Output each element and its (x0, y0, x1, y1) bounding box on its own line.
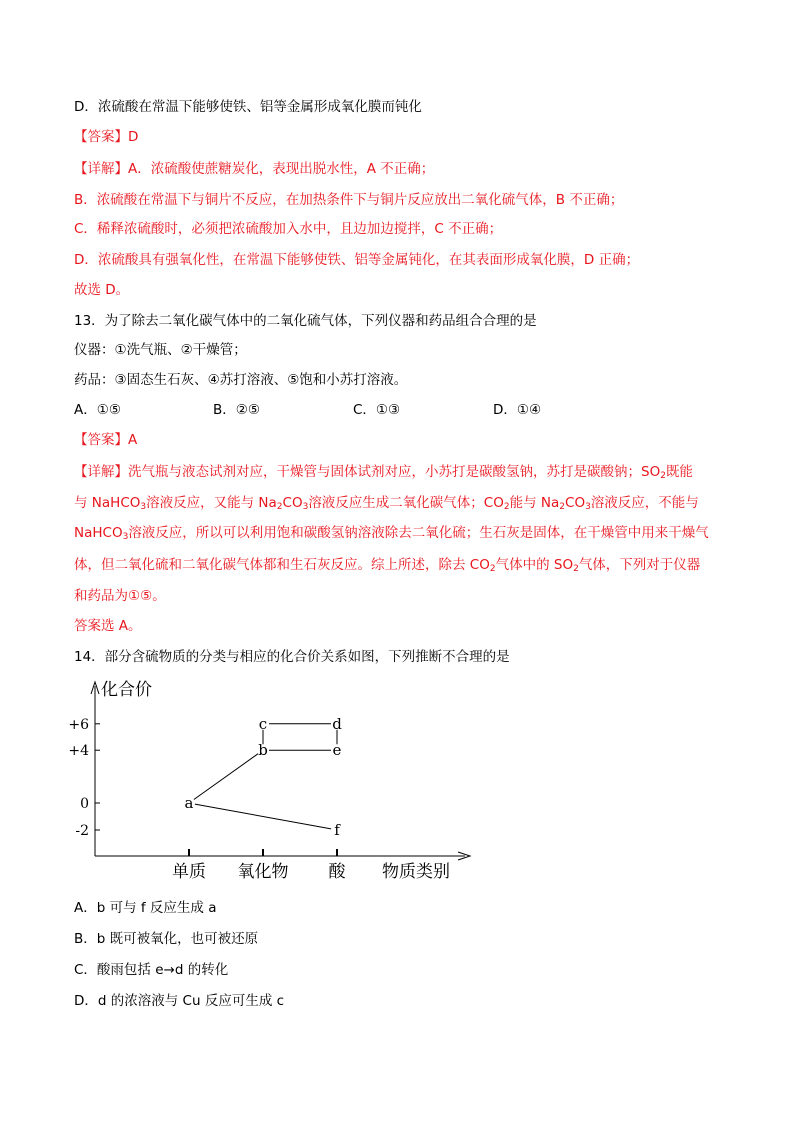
valence-chart (60, 672, 480, 892)
q13-analysis-line-5: 和药品为①⑤。 (74, 588, 166, 604)
q13-answer: 【答案】A (74, 432, 138, 448)
y-tick-label: -2 (75, 823, 89, 839)
q13-analysis-line-4: 体，但二氧化硫和二氧化碳气体都和生石灰反应。综上所述，除去 $CO_2$气体中的 $SO_2$气体，下列对于仪器 (74, 557, 701, 574)
q13-option-c: C．①③ (353, 402, 401, 418)
prev-answer: 【答案】D (74, 129, 139, 145)
q13-stem: 13．为了除去二氧化碳气体中的二氧化硫气体，下列仪器和药品组合合理的是 (74, 313, 537, 329)
q13-reagents: 药品：③固态生石灰、④苏打溶液、⑤饱和小苏打溶液。 (74, 372, 408, 388)
x-tick-label: 氧化物 (237, 862, 289, 882)
point-d: d (332, 714, 342, 733)
q13-conclusion: 答案选 A。 (74, 618, 142, 634)
prev-analysis-d: D．浓硫酸具有强氧化性，在常温下能够使铁、铝等金属钝化，在其表面形成氧化膜，D 正确； (74, 252, 640, 268)
q13-analysis-line-1: 【详解】洗气瓶与液态试剂对应，干燥管与固体试剂对应，小苏打是碳酸氢钠，苏打是碳酸钠；$SO_2$既能 (74, 464, 693, 481)
q13-instruments: 仪器：①洗气瓶、②干燥管； (74, 342, 247, 358)
y-tick-label: 0 (80, 796, 89, 812)
y-axis-label: 化合价 (101, 680, 152, 700)
q13-option-d: D．①④ (493, 402, 542, 418)
prev-analysis-a: 【详解】A．浓硫酸使蔗糖炭化，表现出脱水性，A 不正确； (74, 161, 435, 177)
x-tick-label: 酸 (328, 862, 346, 882)
point-f: f (334, 821, 340, 839)
prev-analysis-b: B．浓硫酸在常温下与铜片不反应，在加热条件下与铜片反应放出二氧化硫气体，B 不正确； (74, 192, 624, 208)
link-a-b (194, 754, 258, 800)
q14-option-b: B．b 既可被氧化，也可被还原 (74, 931, 259, 947)
q14-option-c: C．酸雨包括 e→d 的转化 (74, 962, 229, 978)
q13-option-b: B．②⑤ (213, 402, 260, 418)
y-tick-label: +6 (68, 716, 89, 733)
prev-option-d: D．浓硫酸在常温下能够使铁、铝等金属形成氧化膜而钝化 (74, 99, 422, 115)
x-axis-label: 物质类别 (382, 862, 450, 882)
point-b: b (258, 741, 268, 760)
x-tick-label: 单质 (172, 862, 206, 882)
prev-conclusion: 故选 D。 (74, 282, 130, 298)
q13-analysis-line-2: 与 NaHCO$_3$溶液反应，又能与 $Na_2CO_3$溶液反应生成二氧化碳气体；$CO_2$能与 $Na_2CO_3$溶液反应，不能与 (74, 495, 699, 512)
point-c: c (258, 714, 268, 733)
point-e: e (332, 741, 342, 760)
point-a: a (184, 794, 194, 812)
prev-analysis-c: C．稀释浓硫酸时，必须把浓硫酸加入水中，且边加边搅拌，C 不正确； (74, 221, 503, 237)
q13-analysis-line-3: NaHCO$_3$溶液反应，所以可以利用饱和碳酸氢钠溶液除去二氧化硫；生石灰是固体，在干燥管中用来干燥气 (74, 525, 709, 542)
y-tick-label: +4 (68, 743, 89, 760)
q14-option-a: A．b 可与 f 反应生成 a (74, 900, 217, 916)
q14-option-d: D．d 的浓溶液与 Cu 反应可生成 c (74, 993, 285, 1009)
q13-option-a: A．①⑤ (74, 402, 121, 418)
link-a-f (195, 804, 331, 829)
q14-stem: 14．部分含硫物质的分类与相应的化合价关系如图，下列推断不合理的是 (74, 649, 510, 665)
